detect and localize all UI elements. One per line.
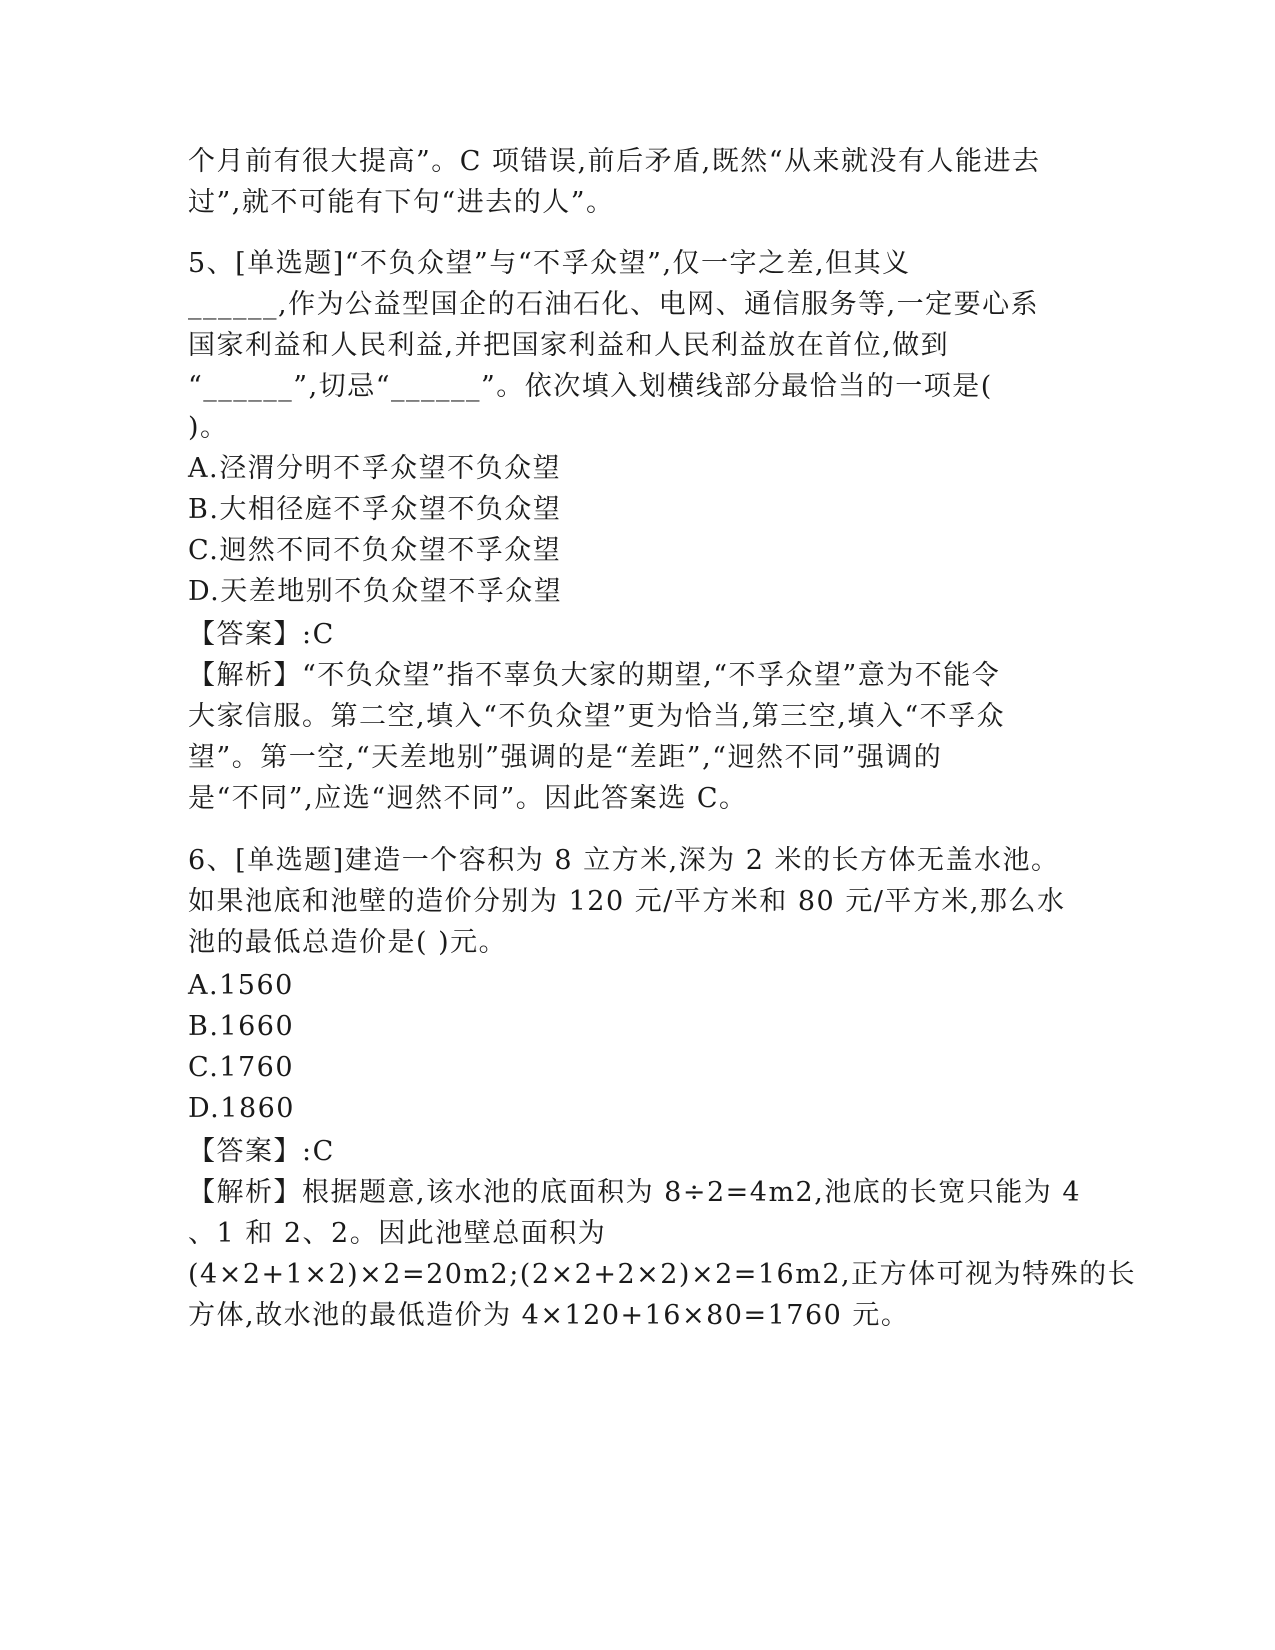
q6-stem-line-3: 池的最低总造价是( )元。 — [188, 927, 508, 958]
q5-option-d: D.天差地别不负众望不孚众望 — [188, 576, 563, 607]
q6-option-d: D.1860 — [188, 1093, 295, 1124]
q5-explanation-line-2: 大家信服。第二空,填入“不负众望”更为恰当,第三空,填入“不孚众 — [188, 701, 1006, 732]
q6-explanation-line-2: 、1 和 2、2。因此池壁总面积为 — [188, 1218, 607, 1249]
q5-option-a: A.泾渭分明不孚众望不负众望 — [188, 453, 562, 484]
prev-explanation-line-1: 个月前有很大提高”。C 项错误,前后矛盾,既然“从来就没有人能进去 — [188, 146, 1041, 177]
q6-explanation-line-3: (4×2+1×2)×2=20m2;(2×2+2×2)×2=16m2,正方体可视为特殊的长 — [188, 1259, 1137, 1290]
q5-stem-line-4: “______”,切忌“______”。依次填入划横线部分最恰当的一项是( — [188, 371, 993, 402]
q5-answer: 【答案】:C — [188, 619, 335, 650]
q5-option-c: C.迥然不同不负众望不孚众望 — [188, 535, 562, 566]
q6-explanation-line-4: 方体,故水池的最低造价为 4×120+16×80=1760 元。 — [188, 1300, 910, 1331]
q5-stem-line-3: 国家利益和人民利益,并把国家利益和人民利益放在首位,做到 — [188, 330, 950, 361]
q6-explanation-line-1: 【解析】根据题意,该水池的底面积为 8÷2=4m2,池底的长宽只能为 4 — [188, 1177, 1082, 1208]
prev-explanation-line-2: 过”,就不可能有下句“进去的人”。 — [188, 187, 615, 218]
q6-option-b: B.1660 — [188, 1011, 295, 1042]
q5-explanation-line-1: 【解析】“不负众望”指不辜负大家的期望,“不孚众望”意为不能令 — [188, 660, 1001, 691]
q5-explanation-line-3: 望”。第一空,“天差地别”强调的是“差距”,“迥然不同”强调的 — [188, 742, 943, 773]
q6-answer: 【答案】:C — [188, 1136, 335, 1167]
q5-stem-line-1: 5、[单选题]“不负众望”与“不孚众望”,仅一字之差,但其义 — [188, 248, 911, 279]
q6-option-c: C.1760 — [188, 1052, 294, 1083]
q6-stem-line-2: 如果池底和池壁的造价分别为 120 元/平方米和 80 元/平方米,那么水 — [188, 886, 1066, 917]
q6-option-a: A.1560 — [188, 970, 294, 1001]
q5-option-b: B.大相径庭不孚众望不负众望 — [188, 494, 562, 525]
q5-explanation-line-4: 是“不同”,应选“迥然不同”。因此答案选 C。 — [188, 783, 748, 814]
q5-stem-line-5: )。 — [188, 412, 229, 443]
q5-stem-line-2: ______,作为公益型国企的石油石化、电网、通信服务等,一定要心系 — [188, 289, 1040, 320]
q6-stem-line-1: 6、[单选题]建造一个容积为 8 立方米,深为 2 米的长方体无盖水池。 — [188, 845, 1060, 876]
